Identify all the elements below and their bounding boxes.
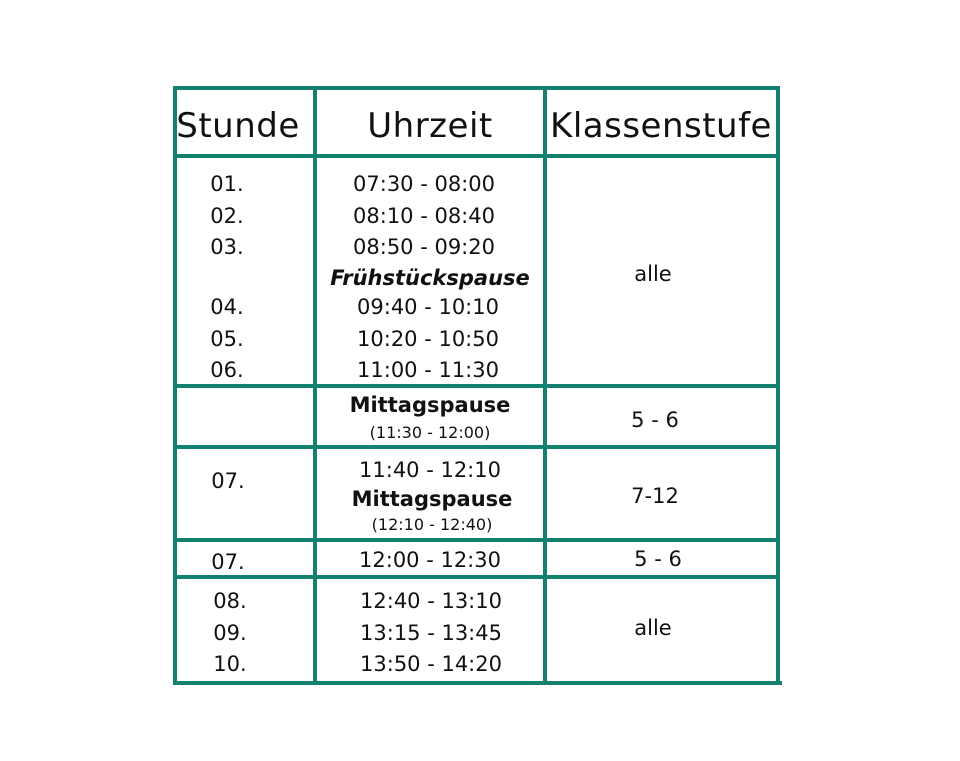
grade-level: alle	[634, 616, 672, 640]
lesson-time: 11:40 - 12:10	[359, 458, 501, 482]
column-divider	[313, 86, 317, 685]
lesson-number: 10.	[213, 652, 247, 676]
row-divider	[175, 538, 778, 542]
grade-level: 7-12	[631, 484, 679, 508]
lesson-time: 07:30 - 08:00	[353, 172, 495, 196]
lesson-time: 13:15 - 13:45	[360, 621, 502, 645]
lesson-time: 12:40 - 13:10	[360, 589, 502, 613]
breakfast-break-label: Frühstückspause	[330, 266, 530, 290]
header-klassenstufe: Klassenstufe	[550, 106, 772, 146]
column-divider	[543, 86, 547, 685]
lesson-number: 09.	[213, 621, 247, 645]
row-divider	[175, 445, 780, 449]
header-stunde: Stunde	[176, 106, 300, 146]
lesson-time: 08:50 - 09:20	[353, 235, 495, 259]
lesson-time: 12:00 - 12:30	[359, 548, 501, 572]
grade-level: 5 - 6	[634, 547, 682, 571]
lesson-time: 10:20 - 10:50	[357, 327, 499, 351]
table-border-bottom	[173, 681, 782, 685]
lesson-time: 13:50 - 14:20	[360, 652, 502, 676]
lunch-break-time: (12:10 - 12:40)	[371, 515, 493, 534]
lesson-number: 07.	[211, 550, 245, 574]
lesson-number: 03.	[210, 235, 244, 259]
lesson-number: 04.	[210, 295, 244, 319]
row-divider	[175, 575, 778, 579]
grade-level: 5 - 6	[631, 408, 679, 432]
lesson-number: 06.	[210, 358, 244, 382]
lunch-break-label: Mittagspause	[351, 487, 513, 511]
lesson-time: 09:40 - 10:10	[357, 295, 499, 319]
table-border-right	[776, 86, 780, 685]
lesson-time: 08:10 - 08:40	[353, 204, 495, 228]
lunch-break-time: (11:30 - 12:00)	[369, 423, 491, 442]
lesson-time: 11:00 - 11:30	[357, 358, 499, 382]
lesson-number: 01.	[210, 172, 244, 196]
header-divider	[175, 154, 778, 158]
lunch-break-label: Mittagspause	[349, 393, 511, 417]
row-divider	[175, 384, 778, 388]
table-border-top	[173, 86, 780, 90]
table-border-left	[173, 86, 177, 685]
lesson-number: 02.	[210, 204, 244, 228]
header-uhrzeit: Uhrzeit	[367, 106, 493, 146]
lesson-number: 08.	[213, 589, 247, 613]
lesson-number: 05.	[210, 327, 244, 351]
lesson-number: 07.	[211, 469, 245, 493]
grade-level: alle	[634, 262, 672, 286]
